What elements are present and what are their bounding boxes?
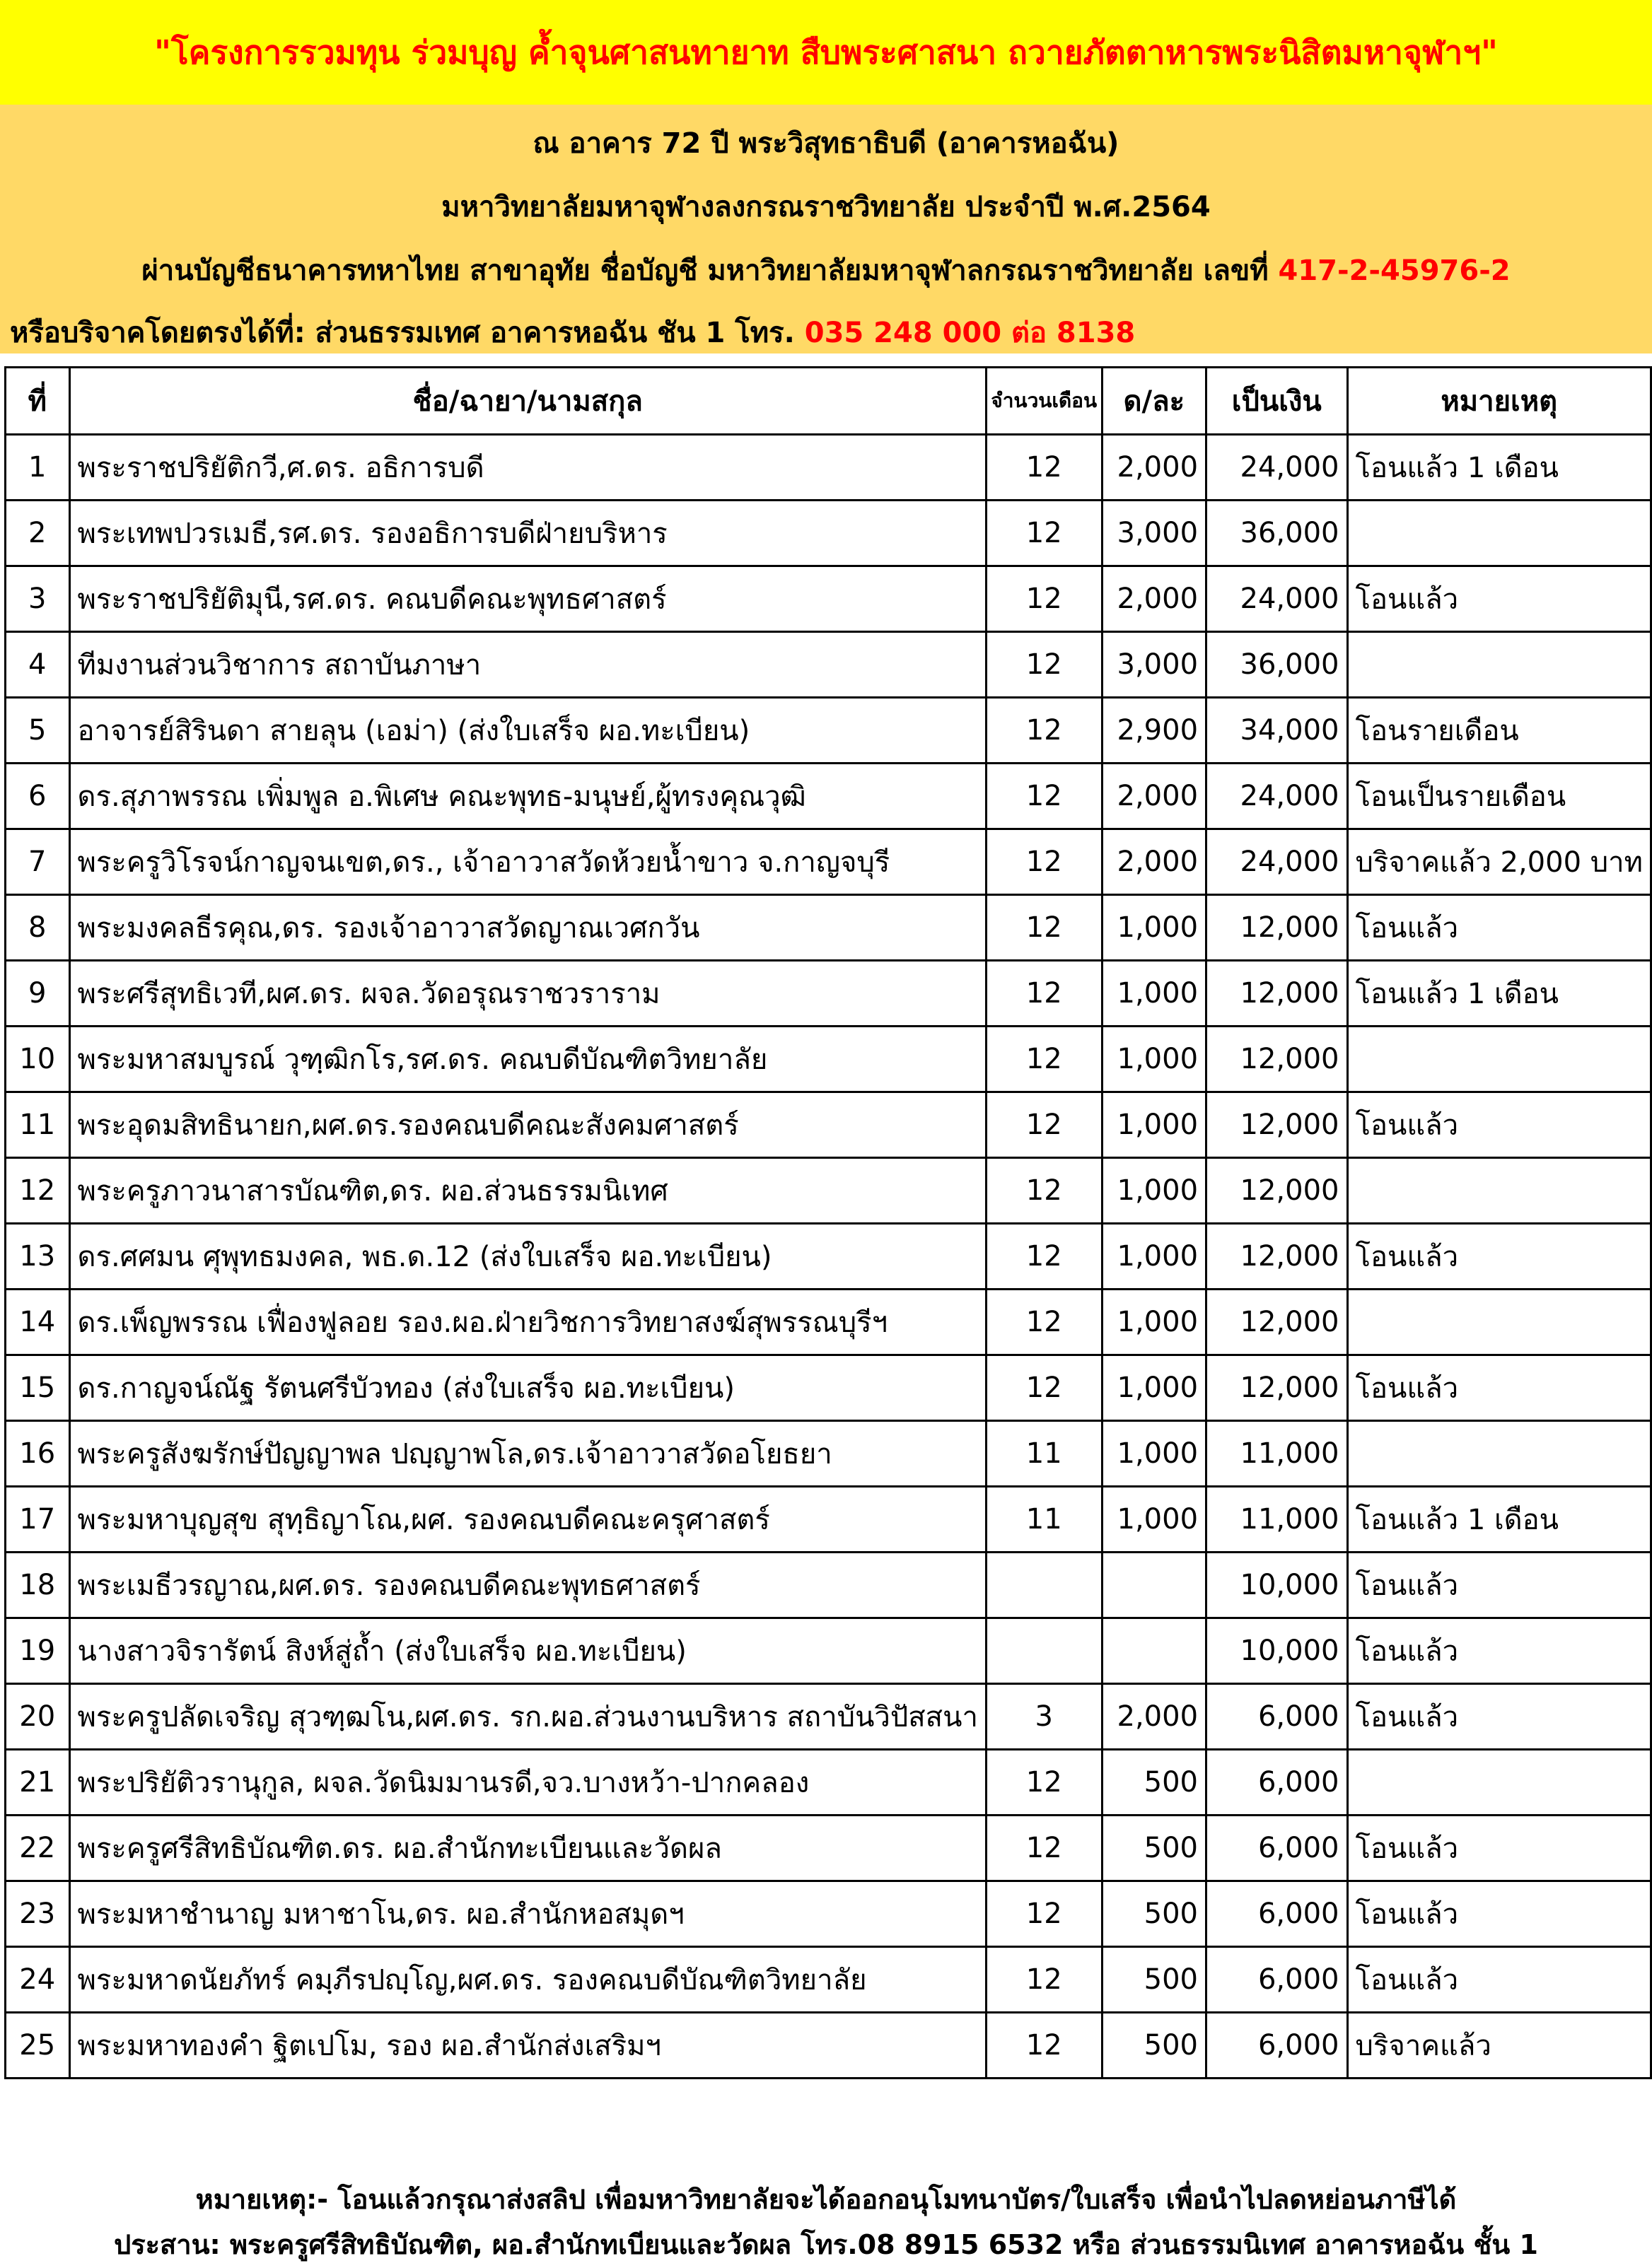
table-row [6, 435, 1651, 501]
row-number: 11 [6, 1092, 70, 1158]
donor-name: พระปริยัติวรานุกูล, ผจล.วัดนิมมานรดี,จว.บางหว้า-ปากคลอง [69, 1750, 986, 1816]
total-amount: 34,000 [1206, 698, 1347, 764]
donor-name: พระครูปลัดเจริญ สุวฑฺฒโน,ผศ.ดร. รก.ผอ.ส่วนงานบริหาร สถาบันวิปัสสนา [69, 1684, 986, 1750]
total-amount: 12,000 [1206, 1027, 1347, 1092]
remark: โอนแล้ว [1347, 895, 1651, 961]
remark [1347, 1290, 1651, 1355]
donor-name: พระอุดมสิทธินายก,ผศ.ดร.รองคณบดีคณะสังคมศาสตร์ [69, 1092, 986, 1158]
donor-name: พระเมธีวรญาณ,ผศ.ดร. รองคณบดีคณะพุทธศาสตร์ [69, 1553, 986, 1618]
total-amount: 12,000 [1206, 1224, 1347, 1290]
row-number: 17 [6, 1487, 70, 1553]
donor-name: ดร.กาญจน์ณัฐ รัตนศรีบัวทอง (ส่งใบเสร็จ ผอ.ทะเบียน) [69, 1355, 986, 1421]
amount-per-month [1102, 1553, 1206, 1618]
months-count: 11 [986, 1421, 1102, 1487]
table-row [6, 961, 1651, 1027]
amount-per-month: 1,000 [1102, 1158, 1206, 1224]
total-amount: 12,000 [1206, 1092, 1347, 1158]
donor-name: พระครูสังฆรักษ์ปัญญาพล ปญฺญาพโล,ดร.เจ้าอาวาสวัดอโยธยา [69, 1421, 986, 1487]
months-count: 12 [986, 698, 1102, 764]
remark: โอนแล้ว [1347, 1881, 1651, 1947]
months-count: 11 [986, 1487, 1102, 1553]
account-number: 417-2-45976-2 [1278, 255, 1511, 287]
row-number: 7 [6, 829, 70, 895]
table-row [6, 1355, 1651, 1421]
total-amount: 11,000 [1206, 1421, 1347, 1487]
row-number: 20 [6, 1684, 70, 1750]
total-amount: 10,000 [1206, 1553, 1347, 1618]
table-row [6, 1553, 1651, 1618]
donor-name: ทีมงานส่วนวิชาการ สถาบันภาษา [69, 632, 986, 698]
amount-per-month: 1,000 [1102, 1487, 1206, 1553]
months-count: 12 [986, 895, 1102, 961]
amount-per-month: 2,900 [1102, 698, 1206, 764]
months-count: 12 [986, 764, 1102, 829]
table-row [6, 1947, 1651, 2013]
table-row [6, 698, 1651, 764]
total-amount: 12,000 [1206, 1290, 1347, 1355]
donor-name: พระราชปริยัติกวี,ศ.ดร. อธิการบดี [69, 435, 986, 501]
donor-name: ดร.เพ็ญพรรณ เฟื่องฟูลอย รอง.ผอ.ฝ่ายวิชการวิทยาสงฆ์สุพรรณบุรีฯ [69, 1290, 986, 1355]
amount-per-month: 1,000 [1102, 1355, 1206, 1421]
row-number: 22 [6, 1816, 70, 1881]
row-number: 9 [6, 961, 70, 1027]
row-number: 23 [6, 1881, 70, 1947]
months-count: 12 [986, 435, 1102, 501]
amount-per-month [1102, 1618, 1206, 1684]
header-university: มหาวิทยาลัยมหาจุฬางลงกรณราชวิทยาลัย ประจำปี พ.ศ.2564 [441, 191, 1211, 223]
table-row [6, 1750, 1651, 1816]
row-number: 21 [6, 1750, 70, 1816]
amount-per-month: 3,000 [1102, 501, 1206, 566]
months-count: 12 [986, 1881, 1102, 1947]
remark: โอนแล้ว [1347, 1553, 1651, 1618]
remark: โอนแล้ว [1347, 566, 1651, 632]
amount-per-month: 1,000 [1102, 1421, 1206, 1487]
table-row [6, 829, 1651, 895]
donor-name: อาจารย์สิรินดา สายลุน (เอม่า) (ส่งใบเสร็จ ผอ.ทะเบียน) [69, 698, 986, 764]
months-count: 12 [986, 1290, 1102, 1355]
months-count: 12 [986, 1224, 1102, 1290]
row-number: 4 [6, 632, 70, 698]
remark: โอนแล้ว [1347, 1618, 1651, 1684]
header-bank-account [0, 247, 1652, 293]
col-header-per-month: ด/ละ [1102, 368, 1206, 435]
months-count: 12 [986, 632, 1102, 698]
total-amount: 24,000 [1206, 764, 1347, 829]
remark [1347, 632, 1651, 698]
amount-per-month: 1,000 [1102, 1224, 1206, 1290]
total-amount: 6,000 [1206, 1750, 1347, 1816]
table-row [6, 1487, 1651, 1553]
total-amount: 36,000 [1206, 501, 1347, 566]
total-amount: 12,000 [1206, 895, 1347, 961]
donor-name: ดร.ศศมน ศุพุทธมงคล, พธ.ด.12 (ส่งใบเสร็จ ผอ.ทะเบียน) [69, 1224, 986, 1290]
table-row [6, 1290, 1651, 1355]
table-row [6, 1816, 1651, 1881]
remark [1347, 1421, 1651, 1487]
total-amount: 12,000 [1206, 961, 1347, 1027]
table-row [6, 2013, 1651, 2079]
months-count: 12 [986, 1027, 1102, 1092]
row-number: 24 [6, 1947, 70, 2013]
remark: โอนแล้ว [1347, 1092, 1651, 1158]
donor-name: พระศรีสุทธิเวที,ผศ.ดร. ผจล.วัดอรุณราชวราราม [69, 961, 986, 1027]
months-count: 12 [986, 961, 1102, 1027]
remark: บริจาคแล้ว 2,000 บาท [1347, 829, 1651, 895]
total-amount: 24,000 [1206, 435, 1347, 501]
remark: โอนเป็นรายเดือน [1347, 764, 1651, 829]
table-header-row [6, 368, 1651, 435]
total-amount: 24,000 [1206, 566, 1347, 632]
row-number: 18 [6, 1553, 70, 1618]
row-number: 2 [6, 501, 70, 566]
donor-name: พระมหาสมบูรณ์ วุฑฺฒิกโร,รศ.ดร. คณบดีบัณฑิตวิทยาลัย [69, 1027, 986, 1092]
header-info [0, 105, 1652, 353]
table-row [6, 1421, 1651, 1487]
months-count [986, 1618, 1102, 1684]
amount-per-month: 500 [1102, 1750, 1206, 1816]
row-number: 6 [6, 764, 70, 829]
total-amount: 24,000 [1206, 829, 1347, 895]
title-banner [0, 0, 1652, 105]
amount-per-month: 2,000 [1102, 1684, 1206, 1750]
total-amount: 12,000 [1206, 1158, 1347, 1224]
months-count: 12 [986, 1816, 1102, 1881]
remark [1347, 1158, 1651, 1224]
amount-per-month: 2,000 [1102, 829, 1206, 895]
months-count: 12 [986, 1750, 1102, 1816]
total-amount: 10,000 [1206, 1618, 1347, 1684]
contact-phone: 035 248 000 ต่อ 8138 [804, 317, 1136, 349]
total-amount: 6,000 [1206, 2013, 1347, 2079]
donor-name: นางสาวจิรารัตน์ สิงห์สู่ถ้ำ (ส่งใบเสร็จ ผอ.ทะเบียน) [69, 1618, 986, 1684]
row-number: 12 [6, 1158, 70, 1224]
remark [1347, 1027, 1651, 1092]
amount-per-month: 1,000 [1102, 1027, 1206, 1092]
months-count: 12 [986, 1355, 1102, 1421]
amount-per-month: 2,000 [1102, 566, 1206, 632]
donor-name: ดร.สุภาพรรณ เพิ่มพูล อ.พิเศษ คณะพุทธ-มนุษย์,ผู้ทรงคุณวุฒิ [69, 764, 986, 829]
table-row [6, 501, 1651, 566]
amount-per-month: 500 [1102, 1881, 1206, 1947]
table-row [6, 1158, 1651, 1224]
table-row [6, 1618, 1651, 1684]
col-header-name: ชื่อ/ฉายา/นามสกุล [69, 368, 986, 435]
amount-per-month: 500 [1102, 1947, 1206, 2013]
row-number: 10 [6, 1027, 70, 1092]
row-number: 16 [6, 1421, 70, 1487]
amount-per-month: 1,000 [1102, 1092, 1206, 1158]
row-number: 1 [6, 435, 70, 501]
total-amount: 12,000 [1206, 1355, 1347, 1421]
donor-name: พระเทพปวรเมธี,รศ.ดร. รองอธิการบดีฝ่ายบริหาร [69, 501, 986, 566]
amount-per-month: 2,000 [1102, 764, 1206, 829]
amount-per-month: 3,000 [1102, 632, 1206, 698]
footer-contact: ประสาน: พระครูศรีสิทธิบัณฑิต, ผอ.สำนักทเบียนและวัดผล โทร.08 8915 6532 หรือ ส่วนธรรมนิเทศ อาคารหอฉัน ชั้น 1 [114, 2229, 1538, 2260]
total-amount: 6,000 [1206, 1881, 1347, 1947]
header-direct-donation [10, 310, 1652, 355]
months-count: 12 [986, 1092, 1102, 1158]
table-row [6, 764, 1651, 829]
row-number: 5 [6, 698, 70, 764]
row-number: 15 [6, 1355, 70, 1421]
donor-name: พระครูวิโรจน์กาญจนเขต,ดร., เจ้าอาวาสวัดห้วยน้ำขาว จ.กาญจบุรี [69, 829, 986, 895]
amount-per-month: 500 [1102, 1816, 1206, 1881]
remark: โอนแล้ว [1347, 1684, 1651, 1750]
table-row [6, 1092, 1651, 1158]
remark: โอนแล้ว [1347, 1816, 1651, 1881]
direct-donation-label: หรือบริจาคโดยตรงได้ที่: ส่วนธรรมเทศ อาคารหอฉัน ชัน 1 โทร. [10, 317, 805, 349]
remark: โอนแล้ว 1 เดือน [1347, 1487, 1651, 1553]
donor-name: พระมงคลธีรคุณ,ดร. รองเจ้าอาวาสวัดญาณเวศกวัน [69, 895, 986, 961]
row-number: 13 [6, 1224, 70, 1290]
remark: โอนแล้ว 1 เดือน [1347, 961, 1651, 1027]
table-row [6, 1881, 1651, 1947]
row-number: 19 [6, 1618, 70, 1684]
donor-table [4, 366, 1652, 2079]
total-amount: 6,000 [1206, 1816, 1347, 1881]
months-count: 12 [986, 566, 1102, 632]
donor-name: พระครูภาวนาสารบัณฑิต,ดร. ผอ.ส่วนธรรมนิเทศ [69, 1158, 986, 1224]
months-count: 12 [986, 1158, 1102, 1224]
remark: โอนแล้ว [1347, 1224, 1651, 1290]
total-amount: 36,000 [1206, 632, 1347, 698]
table-row [6, 1224, 1651, 1290]
table-row [6, 1027, 1651, 1092]
donor-name: พระมหาบุญสุข สุทฺธิญาโณ,ผศ. รองคณบดีคณะครุศาสตร์ [69, 1487, 986, 1553]
amount-per-month: 500 [1102, 2013, 1206, 2079]
months-count: 12 [986, 829, 1102, 895]
remark [1347, 1750, 1651, 1816]
amount-per-month: 1,000 [1102, 1290, 1206, 1355]
col-header-note: หมายเหตุ [1347, 368, 1651, 435]
remark: โอนแล้ว [1347, 1947, 1651, 2013]
remark: บริจาคแล้ว [1347, 2013, 1651, 2079]
col-header-no: ที่ [6, 368, 70, 435]
remark: โอนรายเดือน [1347, 698, 1651, 764]
table-row [6, 632, 1651, 698]
row-number: 14 [6, 1290, 70, 1355]
footer-note: หมายเหตุ:- โอนแล้วกรุณาส่งสลิป เพื่อมหาวิทยาลัยจะได้ออกอนุโมทนาบัตร/ใบเสร็จ เพื่อนำไปลดหย่อนภาษีได้ [195, 2184, 1457, 2215]
remark: โอนแล้ว [1347, 1355, 1651, 1421]
donor-name: พระราชปริยัติมุนี,รศ.ดร. คณบดีคณะพุทธศาสตร์ [69, 566, 986, 632]
table-row [6, 1684, 1651, 1750]
table-row [6, 566, 1651, 632]
months-count [986, 1553, 1102, 1618]
months-count: 12 [986, 2013, 1102, 2079]
months-count: 12 [986, 1947, 1102, 2013]
remark [1347, 501, 1651, 566]
total-amount: 11,000 [1206, 1487, 1347, 1553]
col-header-months: จำนวนเดือน [986, 368, 1102, 435]
row-number: 8 [6, 895, 70, 961]
table-row [6, 895, 1651, 961]
total-amount: 6,000 [1206, 1947, 1347, 2013]
page-title: "โครงการรวมทุน ร่วมบุญ ค้ำจุนศาสนทายาท สืบพระศาสนา ถวายภัตตาหารพระนิสิตมหาจุฬาฯ" [154, 33, 1498, 71]
months-count: 12 [986, 501, 1102, 566]
col-header-total: เป็นเงิน [1206, 368, 1347, 435]
row-number: 25 [6, 2013, 70, 2079]
months-count: 3 [986, 1684, 1102, 1750]
row-number: 3 [6, 566, 70, 632]
amount-per-month: 1,000 [1102, 895, 1206, 961]
bank-account-label: ผ่านบัญชีธนาคารทหาไทย สาขาอุทัย ชื่อบัญชี มหาวิทยาลัยมหาจุฬาลกรณราชวิทยาลัย เลขที่ [141, 255, 1279, 287]
amount-per-month: 1,000 [1102, 961, 1206, 1027]
donor-name: พระมหาทองคำ ฐิตเปโม, รอง ผอ.สำนักส่งเสริมฯ [69, 2013, 986, 2079]
header-location: ณ อาคาร 72 ปี พระวิสุทธาธิบดี (อาคารหอฉัน) [533, 127, 1119, 160]
remark: โอนแล้ว 1 เดือน [1347, 435, 1651, 501]
total-amount: 6,000 [1206, 1684, 1347, 1750]
donor-name: พระครูศรีสิทธิบัณฑิต.ดร. ผอ.สำนักทะเบียนและวัดผล [69, 1816, 986, 1881]
donor-name: พระมหาดนัยภัทร์ คมฺภีรปญฺโญ,ผศ.ดร. รองคณบดีบัณฑิตวิทยาลัย [69, 1947, 986, 2013]
donor-name: พระมหาชำนาญ มหาชาโน,ดร. ผอ.สำนักหอสมุดฯ [69, 1881, 986, 1947]
amount-per-month: 2,000 [1102, 435, 1206, 501]
